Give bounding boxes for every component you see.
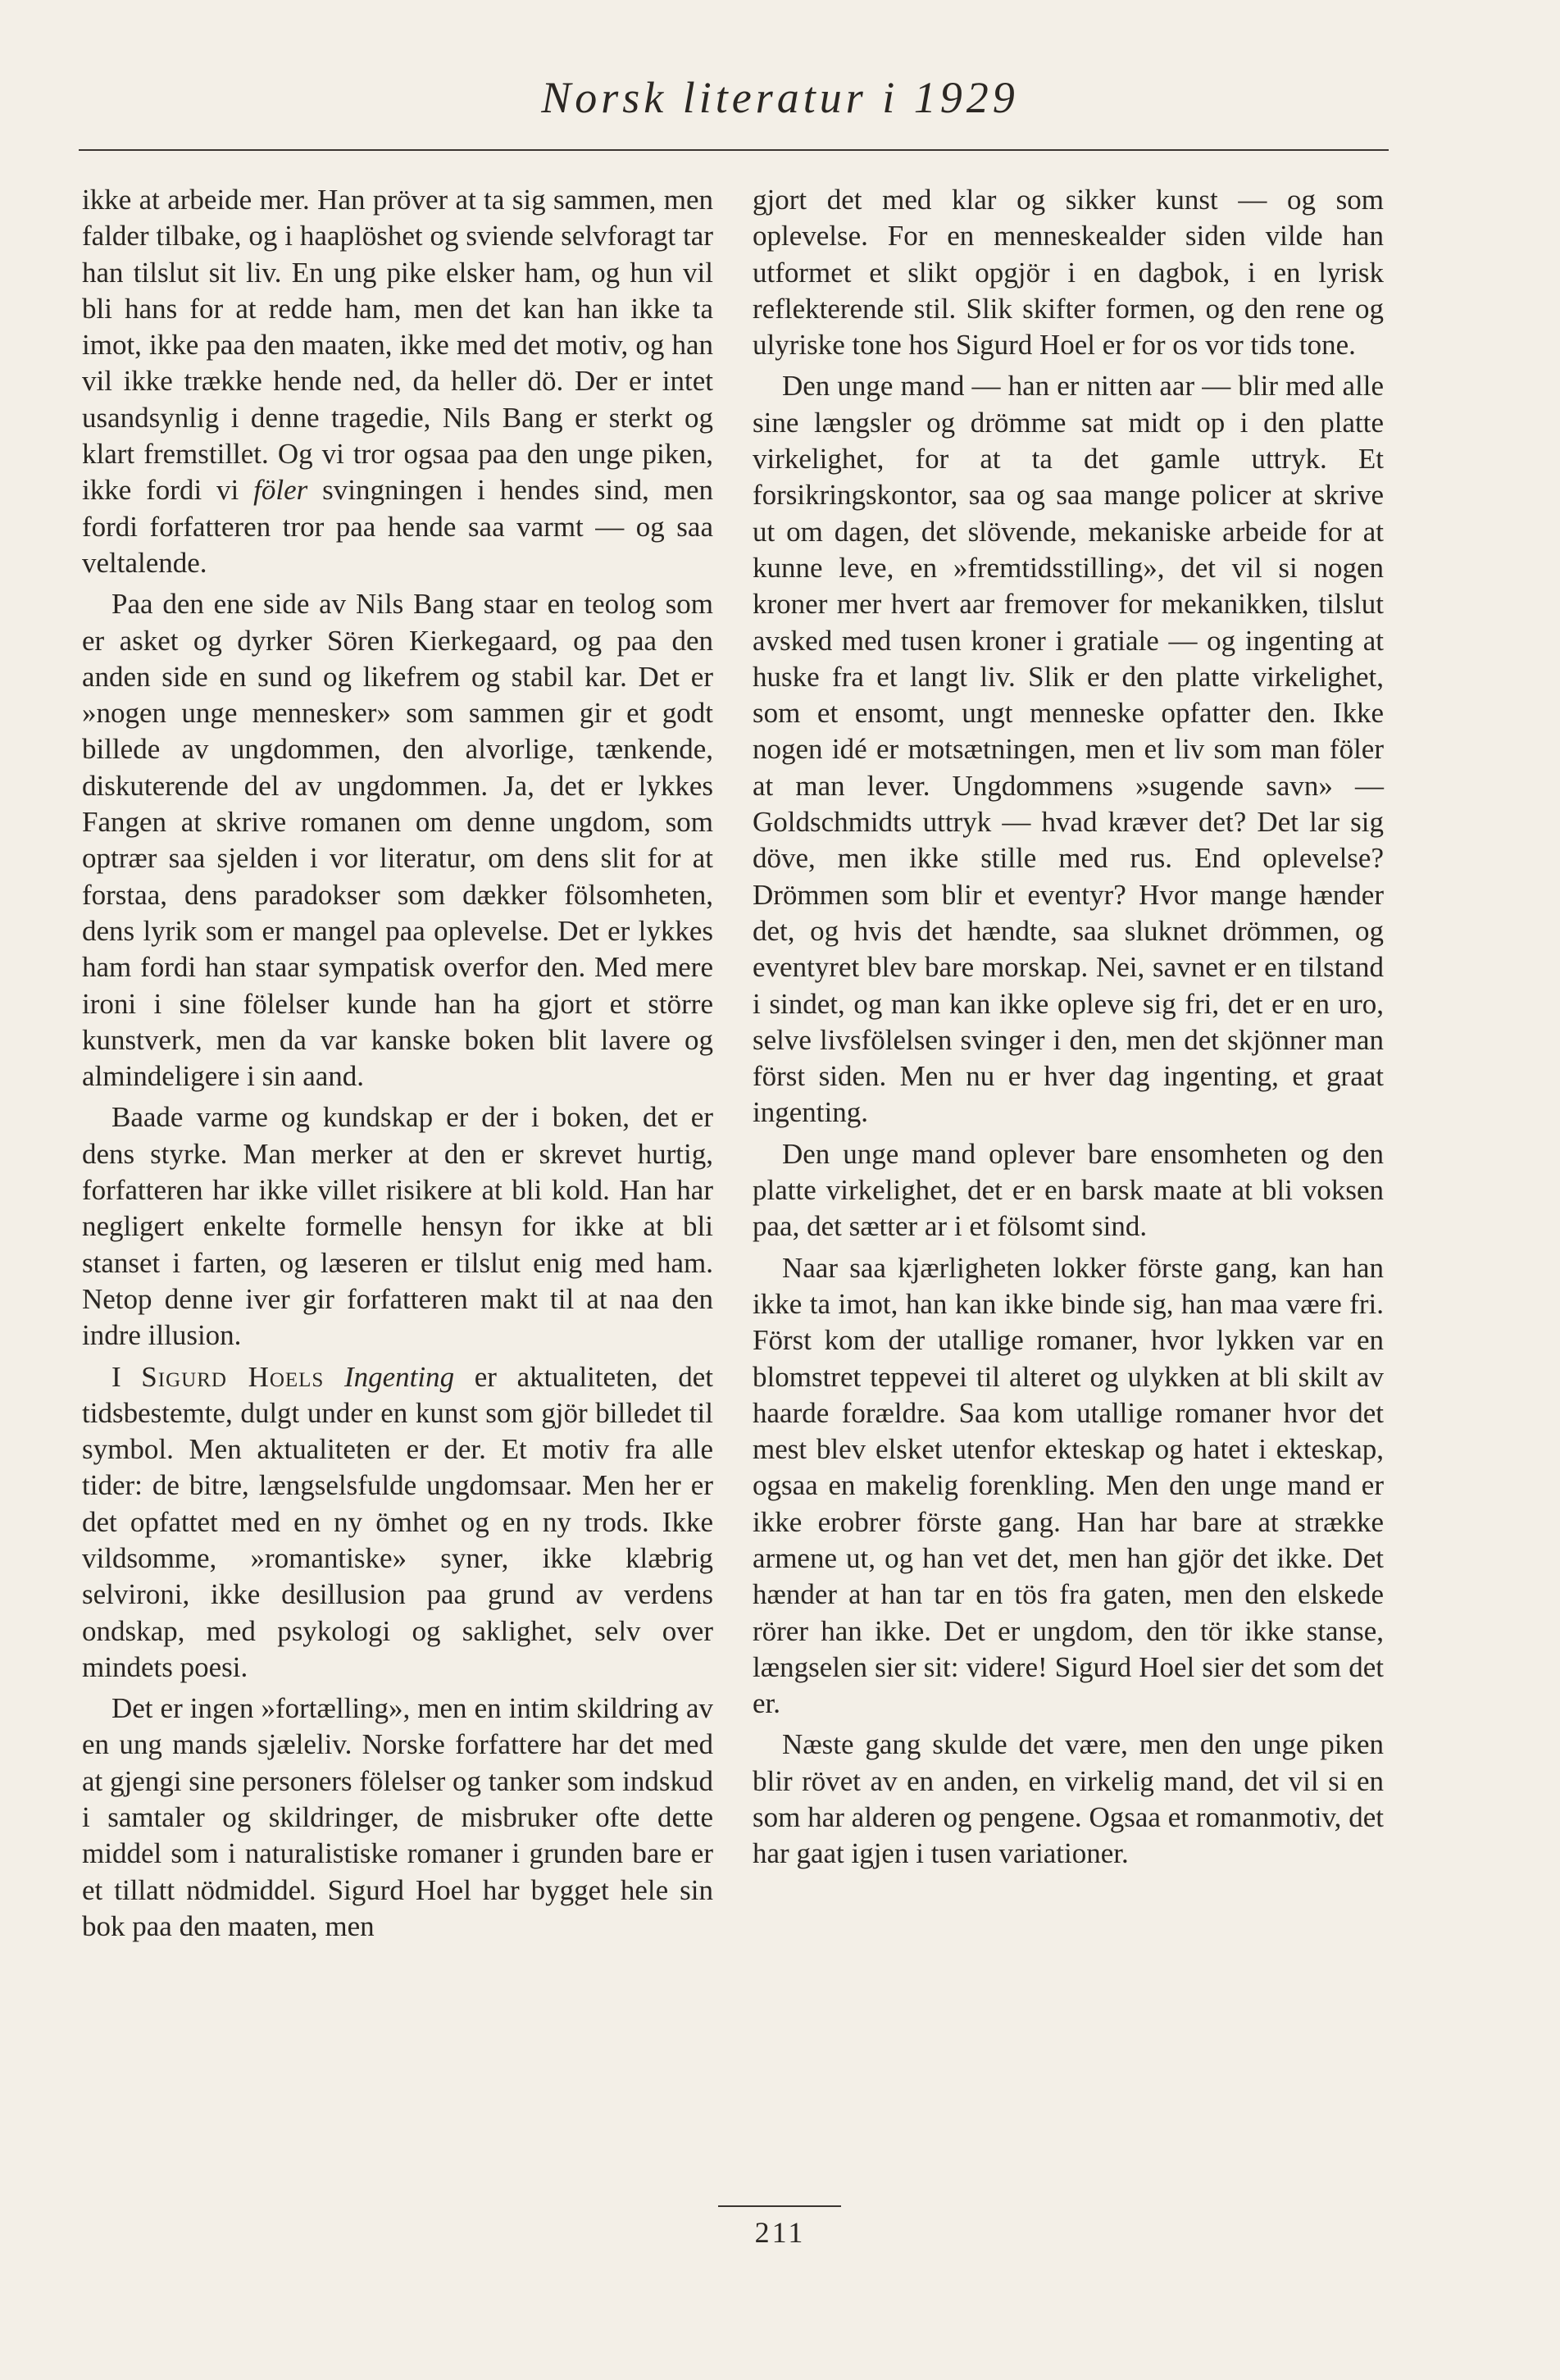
paragraph: Naar saa kjærligheten lokker förste gang, kan han ikke ta imot, han kan ikke binde sig, han maa være fri. Först kom der utallige romaner, hvor lykken var en blomstret teppevei til alteret og ulykken at bli skilt av haarde forældre. Saa kom utallige romaner hvor det mest blev elsket utenfor ekteskap og hatet i ekteskap, ogsaa en makelig forenkling. Men den unge mand er ikke erobrer förste gang. Han har bare at strække armene ut, og han vet det, men han gjör det ikke. Det hænder at han tar en tös fra gaten, men den elskede rörer han ikke. Det er ungdom, den tör ikke stanse, længselen sier sit: videre! Sigurd Hoel sier det som det er. <box>753 1251 1384 1720</box>
paragraph: Næste gang skulde det være, men den unge piken blir rövet av en anden, en virkelig mand, det vil si en som har alderen og pengene. Ogsaa et romanmotiv, det har gaat igjen i tusen variationer. <box>753 1728 1384 1870</box>
italic-word: föler <box>253 474 308 507</box>
book-title: Ingenting <box>343 1360 455 1393</box>
paragraph <box>82 1359 713 1686</box>
left-column <box>82 182 713 1950</box>
footer-rule <box>718 2205 841 2207</box>
paragraph: Baade varme og kundskap er der i boken, det er dens styrke. Man merker at den er skrevet hurtig, forfatteren har ikke villet risikere at bli kold. Han har negligert enkelte formelle hensyn for ikke at bli stanset i farten, og læseren er tilslut enig med ham. Netop denne iver gir forfatteren makt til at naa den indre illusion. <box>82 1101 713 1352</box>
author-name: Sigurd Hoels <box>141 1360 325 1393</box>
paragraph-text: svingningen i hendes sind, men fordi forfatteren tror paa hende saa varmt — og saa veltalende. <box>82 474 713 579</box>
paragraph-text: er aktualiteten, det tidsbestemte, dulgt under en kunst som gjör billedet til symbol. Men aktualiteten er der. Et motiv fra alle tider: de bitre, længselsfulde ungdomsaar. Men her er det opfattet med en ny ömhet og en ny trods. Ikke vildsomme, »romantiske» syner, ikke klæbrig selvironi, ikke desillusion paa grund av verdens ondskap, med psykologi og saklighet, selv over mindets poesi. <box>82 1360 713 1683</box>
paragraph: Paa den ene side av Nils Bang staar en teolog som er asket og dyrker Sören Kierkegaard, og paa den anden side en sund og likefrem og stabil kar. Det er »nogen unge mennesker» som sammen gir et godt billede av ungdommen, den alvorlige, tænkende, diskuterende del av ungdommen. Ja, det er lykkes Fangen at skrive romanen om denne ungdom, som optrær saa sjelden i vor literatur, om dens slit for at forstaa, dens paradokser som dækker fölsomheten, dens lyrik som er mangel paa oplevelse. Det er lykkes ham fordi han staar sympatisk overfor den. Med mere ironi i sine fölelser kunde han ha gjort et större kunstverk, men da var kanske boken blit lavere og almindeligere i sin aand. <box>82 588 713 1093</box>
paragraph: Den unge mand oplever bare ensomheten og den platte virkelighet, det er en barsk maate at bli voksen paa, det sætter ar i et fölsomt sind. <box>753 1137 1384 1243</box>
paragraph: Det er ingen »fortælling», men en intim skildring av en ung mands sjæleliv. Norske forfattere har det med at gjengi sine personers fölelser og tanker som indskud i samtaler og skildringer, de misbruker ofte dette middel som i naturalistiske romaner i grunden bare er et tillatt nödmiddel. Sigurd Hoel har bygget hele sin bok paa den maaten, men <box>82 1692 713 1942</box>
paragraph-text: ikke at arbeide mer. Han pröver at ta sig sammen, men falder tilbake, og i haaplöshet og sviende selvforagt tar han tilslut sit liv. En ung pike elsker ham, og hun vil bli hans for at redde ham, men det kan han ikke ta imot, ikke paa den maaten, ikke med det motiv, og han vil ikke trække hende ned, da heller dö. Der er intet usandsynlig i denne tragedie, Nils Bang er sterkt og klart fremstillet. Og vi tror ogsaa paa den unge piken, ikke fordi vi <box>82 184 713 507</box>
paragraph <box>82 182 713 581</box>
running-header: Norsk literatur i 1929 <box>541 73 1019 122</box>
header-rule <box>79 149 1389 151</box>
right-column <box>753 182 1384 1877</box>
paragraph-text: I <box>111 1360 121 1393</box>
page-number: 211 <box>754 2216 806 2249</box>
paragraph: Den unge mand — han er nitten aar — blir med alle sine længsler og drömme sat midt op i den platte virkelighet, for at ta det gamle uttryk. Et forsikringskontor, saa og saa mange policer at skrive ut om dagen, det slövende, mekaniske arbeide for at kunne leve, en »fremtidsstilling», det vil si nogen kroner mer hvert aar fremover for mekanikken, tilslut avsked med tusen kroner i gratiale — og ingenting at huske fra et langt liv. Slik er den platte virkelighet, som et ensomt, ungt menneske opfatter den. Ikke nogen idé er motsætningen, men et liv som man föler at man lever. Ungdommens »sugende savn» — Goldschmidts uttryk — hvad kræver det? Det lar sig döve, men ikke stille med rus. End oplevelse? Drömmen som blir et eventyr? Hvor mange hænder det, og hvis det hændte, saa sluknet drömmen, og eventyret blev bare morskap. Nei, savnet er en tilstand i sindet, og man kan ikke opleve sig fri, det er en uro, selve livsfölelsen svinger i den, men det skjönner man först siden. Men nu er hver dag ingenting, et graat ingenting. <box>753 370 1384 1129</box>
paragraph: gjort det med klar og sikker kunst — og som oplevelse. For en menneskealder siden vilde han utformet et slikt opgjör i en dagbok, i en lyrisk reflekterende stil. Slik skifter formen, og den rene og ulyriske tone hos Sigurd Hoel er for os vor tids tone. <box>753 184 1384 362</box>
